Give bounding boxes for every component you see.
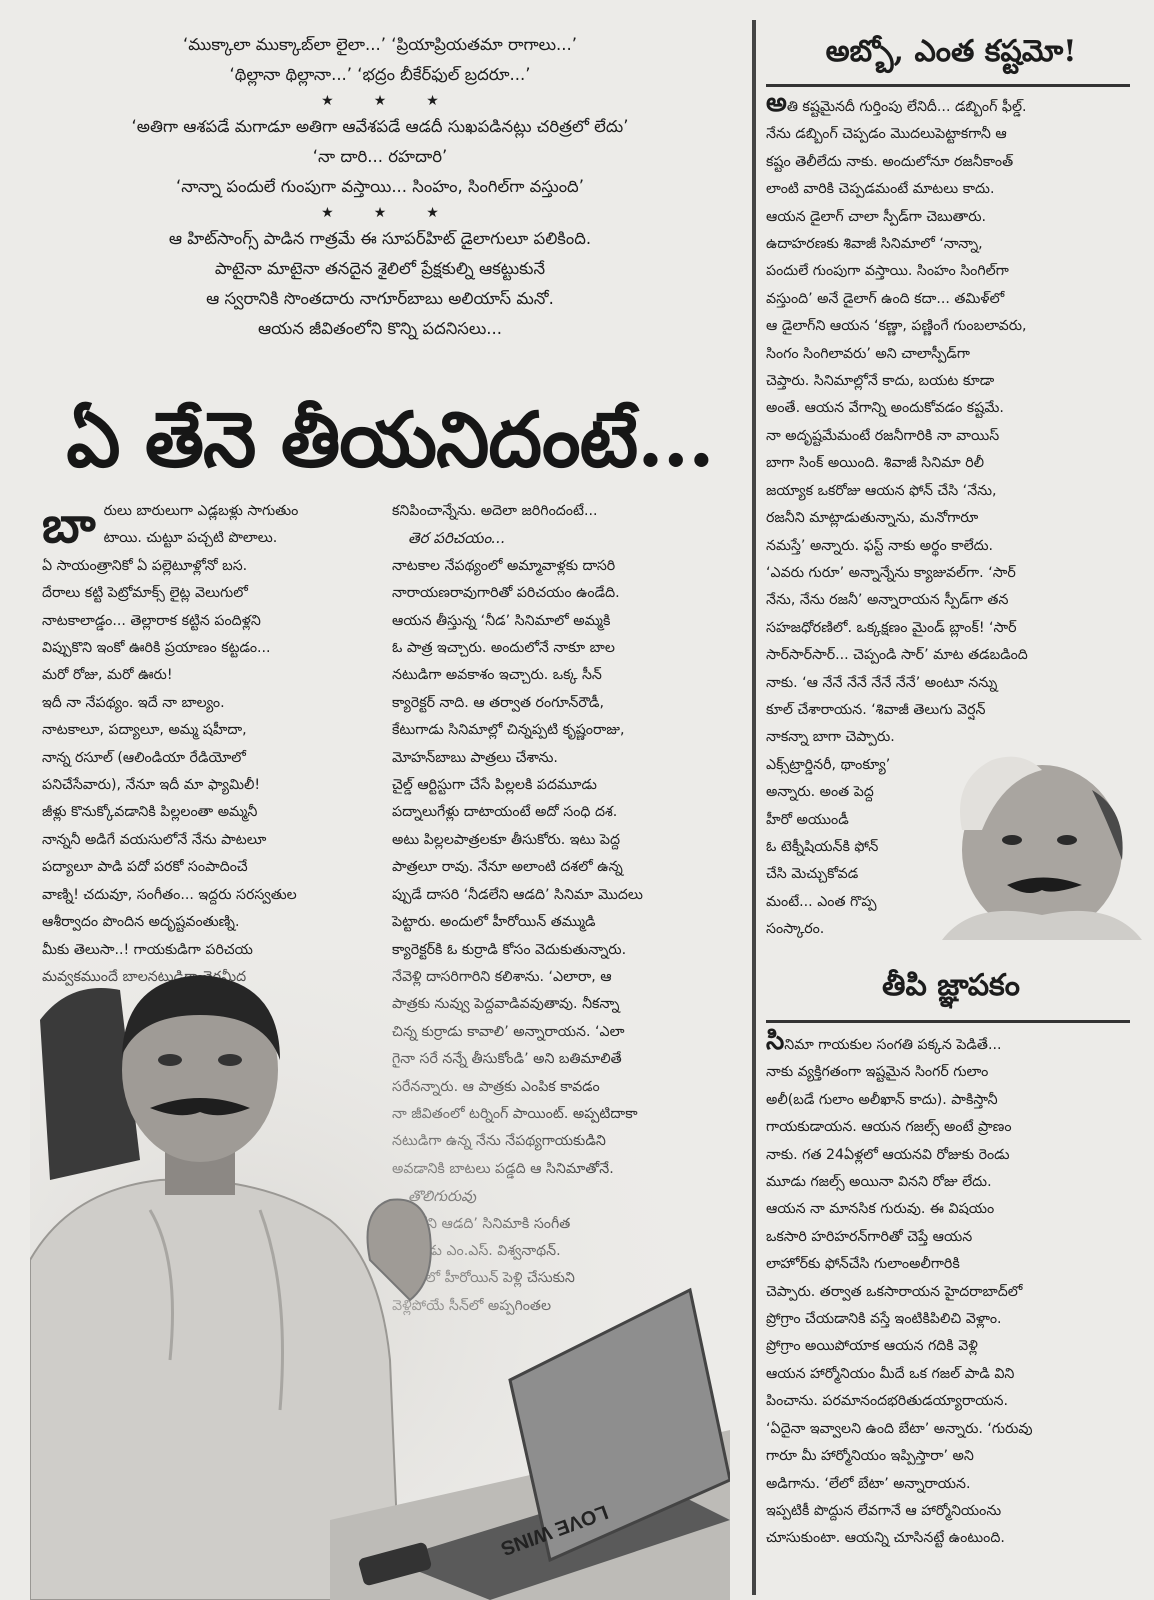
text-line: లాహోర్‌కు ఫోన్‌చేసి గులాంఅలీగారికి [766,1256,960,1273]
text-line: పద్యాలూ పాడి పదో పరకో సంపాదించే [42,859,248,876]
drop-cap: అ [766,88,787,118]
text-line: బాగా సింక్‌ అయింది. శివాజీ సినిమా రిలీ [766,455,985,472]
text-line: నారాయణరావుగారితో పరిచయం ఉండేది. [392,585,620,602]
text-line: దేరాలు కట్టి పెట్రోమాక్స్‌ లైట్ల వెలుగులో [42,585,248,602]
text-line: జయ్యాక ఒకరోజు ఆయన ఫోన్‌ చేసి ‘నేను, [766,482,997,499]
text-line: టాయి. చుట్టూ పచ్చటి పొలాలు. [103,530,278,547]
text-line: ఇప్పటికీ పొద్దున లేవగానే ఆ హార్మోనియంను [766,1502,1002,1519]
text-line: కనిపించాన్నేను. అదెలా జరిగిందంటే... [392,503,598,519]
sidebar-rule [752,20,756,1595]
text-line: అటు పిల్లలపాత్రలకూ తీసుకోరు. ఇటు పెద్ద [392,831,620,848]
subheading-tera-parichayam: తెర పరిచయం... [408,529,506,548]
text-line: ఏ సాయంత్రానికో ఏ పల్లెటూళ్లోనో బస. [42,557,248,574]
sidebar [752,20,1144,1595]
text-line: ఇదీ నా నేపథ్యం. ఇదే నా బాల్యం. [42,694,225,711]
text-line: లాంటి వారికి చెప్పడమంటే మాటలు కాదు. [766,181,995,198]
text-line: చూసుకుంటా. ఆయన్ని చూసినట్టే ఉంటుంది. [766,1530,1005,1547]
text-line: కష్టం తెలీలేదు నాకు. అందులోనూ రజనీకాంత్‌ [766,153,1014,170]
text-line: ఆశీర్వాదం పొందిన అదృష్టవంతుణ్ని. [42,914,240,931]
star-divider: ★★★ [321,205,479,221]
text-line: మూడు గజల్స్‌ అయినా వినని రోజు లేదు. [766,1174,992,1191]
text-line: నాటకాలాడ్డం... తెల్లారాక కట్టిన పందిళ్లని [42,612,261,629]
text-line: మోహన్‌బాబు పాత్రలు చేశాను. [392,749,558,766]
text-line: నాకు. గత 24ఏళ్లలో ఆయనవి రోజుకు రెండు [766,1146,1010,1163]
text-line: ఒకసారి హరిహరన్‌గారితో చెప్తే ఆయన [766,1228,973,1245]
box2-rule [766,1020,1130,1023]
text-line: సింగం సింగిలావరు’ అని చాలాస్పీడ్‌గా [766,345,970,362]
text-line: పెట్టారు. అందులో హీరోయిన్‌ తమ్ముడి [392,914,596,931]
text-line: క్యారెక్టర్‌కి ఓ కుర్రాడి కోసం వెదుకుతున్నారు. [392,941,627,958]
quote-line: ‘నా దారి... రహదారి’ [312,147,448,166]
intro-line: పాటైనా మాటైనా తనదైన శైలిలో ప్రేక్షకుల్ని ఆకట్టుకునే [214,259,546,278]
drop-cap: బా [42,495,96,554]
box2-title: తీపి జ్ఞాపకం [882,968,1020,1003]
text-line: హీరో అయుండీ [766,811,849,828]
text-line: వాణ్ని! చదువూ, సంగీతం... ఇద్దరు సరస్వతుల [42,886,297,903]
text-line: నాటకాలూ, పద్యాలూ, అమ్మ షహీదా, [42,722,247,739]
text-line: పనిచేసేవారు), నేనూ ఇదీ మా ఫ్యామిలీ! [42,777,261,794]
text-line: అంతే. ఆయన వేగాన్ని అందుకోవడం కష్టమే. [766,400,1004,417]
text-line: సార్‌సార్‌సార్‌... చెప్పండి సార్‌’ మాట తడబడింది [766,647,1028,664]
text-line: చైల్డ్‌ ఆర్టిస్టుగా చేసే పిల్లలకి పదమూడు [392,777,597,794]
box1-rule [766,84,1130,87]
rajinikanth-photo [922,720,1142,940]
text-line: నా అదృష్టమేమంటే రజనీగారికి నా వాయిస్‌ [766,427,1000,444]
text-line: ఆ డైలాగ్‌ని ఆయన ‘కణ్ణా, పణ్ణింగే గుంబలావరు, [766,318,1027,335]
text-line: ‘ఎవరు గురూ’ అన్నాన్నేను క్యాజువల్‌గా. ‘సార్‌ [766,564,1016,581]
article-column-1 [42,495,380,991]
text-line: సంస్కారం. [766,921,825,938]
text-line: ‘ఏదైనా ఇవ్వాలని ఉంది బేటా’ అన్నారు. ‘గురువు [766,1420,1033,1437]
text-line: ఎక్స్‌ట్రార్డినరీ, థాంక్యూ’ [766,756,891,773]
text-line: ఆయన తీస్తున్న ‘నీడ’ సినిమాలో అమ్మకి [392,612,611,629]
intro-quotes [40,30,720,344]
text-line: నటుడిగా అవకాశం ఇచ్చారు. ఒక్క సీన్‌ [392,667,602,684]
text-line: అన్నారు. అంత పెద్ద [766,784,874,801]
laptop-label: LOVE WINS [497,1500,611,1560]
text-line: మరో రోజు, మరో ఊరు! [42,667,173,684]
text-line: మంటే... ఎంత గొప్ప [766,893,877,910]
text-line: ఉదాహరణకు శివాజీ సినిమాలో ‘నాన్నా, [766,236,983,253]
quote-line: ‘నాన్నా పందులే గుంపుగా వస్తాయి... సింహం, సింగిల్‌గా వస్తుంది’ [176,177,584,196]
box1-title: అబ్బో, ఎంత కష్టమో! [825,34,1077,69]
intro-line: ఆ స్వరానికి సొంతదారు నాగూర్‌బాబు అలియాస్‌ మనో. [206,289,554,308]
text-line: వస్తుంది’ అనే డైలాగ్‌ ఉంది కదా... తమిళ్‌లో [766,290,1005,307]
text-line: సహజధోరణిలో. ఒక్కక్షణం మైండ్‌ బ్లాంక్‌! ‘సార్‌ [766,619,1017,636]
text-line: ఓ టెక్నీషియన్‌కి ఫోన్‌ [766,838,879,855]
text-line: ఆయన నా మానసిక గురువు. ఈ విషయం [766,1201,995,1218]
text-line: నమస్తే’ అన్నారు. ఫస్ట్‌ నాకు అర్థం కాలేదు. [766,537,994,554]
text-line: అడిగాను. ‘లేలో బేటా’ అన్నారాయన. [766,1475,971,1492]
text-line: మీకు తెలుసా..! గాయకుడిగా పరిచయ [42,941,253,958]
text-line: నాటకాల నేపథ్యంలో అమ్మావాళ్లకు దాసరి [392,557,616,574]
text-line: నాన్ననీ అడిగే వయసులోనే నేను పాటలూ [42,831,267,848]
text-line: నాన్న రసూల్‌ (ఆలిండియా రేడియోలో [42,749,246,766]
text-line: క్యారెక్టర్‌ నాది. ఆ తర్వాత రంగూన్‌రౌడీ, [392,694,604,711]
text-line: పించాను. పరమానందభరితుడయ్యారాయన. [766,1393,1008,1410]
quote-line: ‘అతిగా ఆశపడే మగాడూ అతిగా ఆవేశపడే ఆడదీ సుఖపడినట్లు చరిత్రలో లేదు’ [131,117,629,136]
text-line: రజనీని మాట్లాడుతున్నాను, మనోగారూ [766,510,979,527]
column-2-lines-a [392,498,742,525]
text-line: కేటుగాడు సినిమాల్లో చిన్నప్పటి కృష్ణంరాజు, [392,722,625,739]
text-line: జీళ్లు కొనుక్కోవడానికి పిల్లలంతా అమ్మనీ [42,804,258,821]
text-line: పద్నాలుగేళ్లు దాటాయంటే అదో సంధి దశ. [392,804,618,821]
text-line: గాయకుడాయన. ఆయన గజల్స్‌ అంటే ప్రాణం [766,1119,1012,1136]
text-line: నేను, నేను రజనీ’ అన్నారాయన స్పీడ్‌గా తన [766,592,1009,609]
text-line: చెప్తారు. సినిమాల్లోనే కాదు, బయట కూడా [766,373,995,390]
text-line: నాకన్నా బాగా చెప్పారు. [766,729,895,746]
text-line: రులు బారులుగా ఎడ్లబళ్లు సాగుతుం [103,503,299,519]
text-line: అలీ(బడే గులాం అలీఖాన్‌ కాదు). పాకిస్తానీ [766,1091,998,1108]
text-line: పందులే గుంపుగా వస్తాయి. సింహం సింగిల్‌గా [766,263,1009,280]
text-line: నాకు వ్యక్తిగతంగా ఇష్టమైన సింగర్‌ గులాం [766,1064,989,1081]
text-line: చెప్పారు. తర్వాత ఒకసారాయన హైదరాబాద్‌లో [766,1283,1023,1300]
text-line [766,1028,1033,1059]
text-line: ఆయన హార్మోనియం మీదే ఒక గజల్‌ పాడి విని [766,1365,1015,1382]
text-line-rest: నిమా గాయకుల సంగతి పక్కన పెడితే... [784,1037,1002,1053]
text-line: గారూ మీ హార్మోనియం ఇప్పిస్తారా’ అని [766,1448,974,1465]
text-line: విప్పుకొని ఇంకో ఊరికి ప్రయాణం కట్టడం... [42,640,271,657]
box2-text [766,1028,1033,1553]
text-line: ప్రోగ్రాం చేయడానికి వస్తే ఇంటికిపిలిచి వెళ్లాం. [766,1311,1002,1328]
text-line: ఓ పాత్ర ఇచ్చారు. అందులోనే నాకూ బాల [392,640,615,657]
quote-line: ‘ముక్కాలా ముక్కాబ్‌లా లైలా...’ ‘ప్రియాప్రియతమా రాగాలు...’ [182,35,578,54]
text-line-rest: తి కష్టమైనదీ గుర్తింపు లేనిదీ... డబ్బింగ్‌ ఫీల్డ్‌. [786,99,1027,115]
quote-line: ‘థిల్లానా థిల్లానా...’ ‘భద్రం బీకేర్‌ఫుల్‌ బ్రదరూ...’ [229,65,531,84]
text-line: నాకు. ‘ఆ నేనే నేనే నేనే నేనే’ అంటూ నన్ను [766,674,998,691]
text-line: ప్రోగ్రాం అయిపోయాక ఆయన గదికి వెళ్లి [766,1338,978,1355]
column-1-lines [42,495,380,991]
text-line [766,90,1028,121]
intro-line: ఆయన జీవితంలోని కొన్ని పదనిసలు... [257,319,503,338]
text-line: పాత్రలూ రావు. నేనూ అలాంటి దశలో ఉన్న [392,859,623,876]
intro-line: ఆ హిట్‌సాంగ్స్‌ పాడిన గాత్రమే ఈ సూపర్‌హిట్‌ డైలాగులూ పలికింది. [168,229,592,248]
drop-cap: సి [766,1026,785,1056]
star-divider: ★★★ [321,93,479,109]
text-line: చేసి మెచ్చుకోవడ [766,866,859,883]
singer-photo [30,960,730,1600]
text-line: కూల్‌ చేశారాయన. ‘శివాజీ తెలుగు వెర్షన్‌ [766,701,986,718]
article-headline: ఏ తేనె తీయనిదంటే... [66,395,714,484]
text-line: నేను డబ్బింగ్‌ చెప్పడం మొదలుపెట్టాకగానీ ఆ [766,126,1007,143]
text-line: ప్పుడే దాసరి ‘నీడలేని ఆడది’ సినిమా మొదలు [392,886,643,903]
text-line: ఆయన డైలాగ్‌ చాలా స్పీడ్‌గా చెబుతారు. [766,208,987,225]
